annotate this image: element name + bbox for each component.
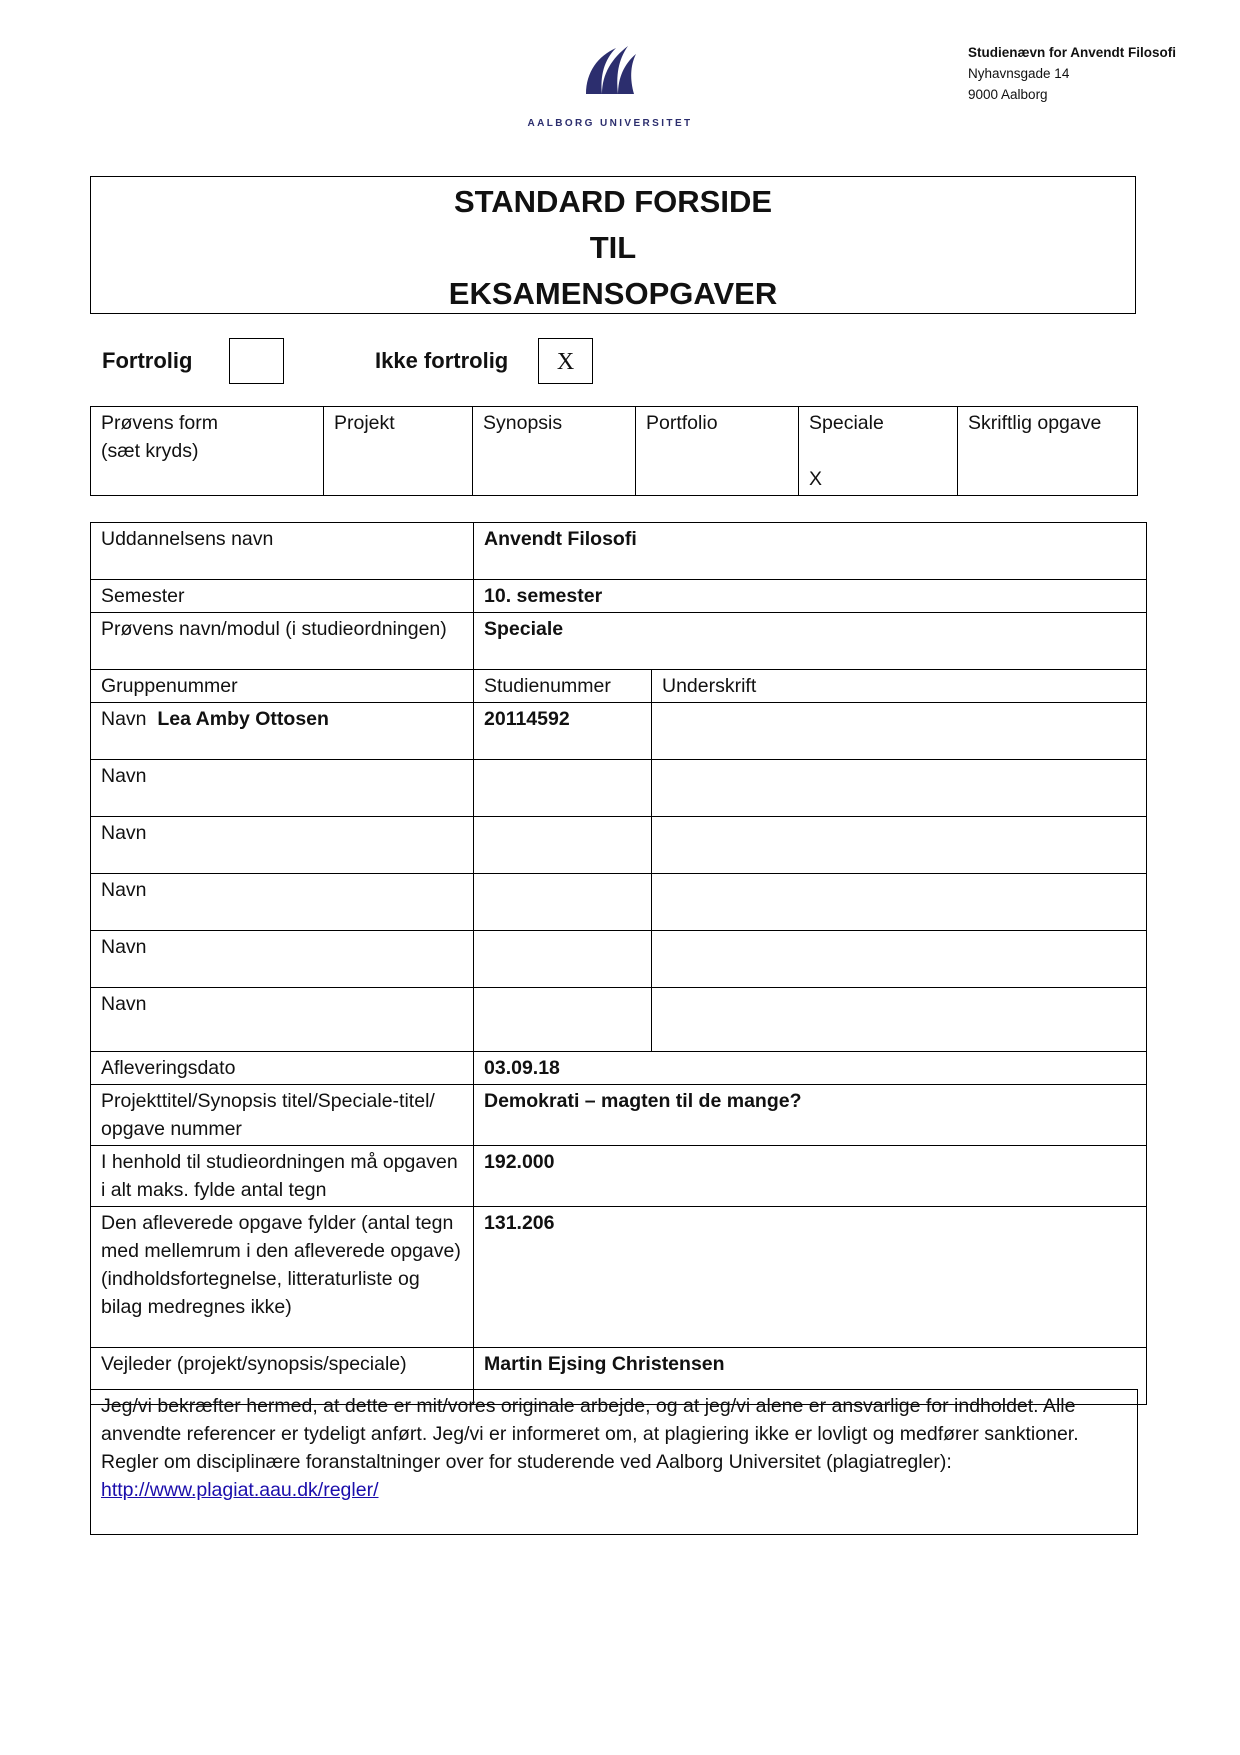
proeve-value[interactable]: Speciale — [474, 613, 1147, 670]
studienummer-value[interactable] — [474, 988, 652, 1052]
exam-form-table — [90, 406, 1138, 496]
option-portfolio[interactable] — [636, 407, 799, 496]
title-line-1: STANDARD FORSIDE — [453, 184, 773, 219]
underskrift-value[interactable] — [652, 817, 1147, 874]
option-speciale[interactable] — [799, 407, 958, 496]
maks-tegn-value[interactable]: 192.000 — [474, 1146, 1147, 1207]
aalborg-wave-logo-icon — [580, 42, 640, 98]
navn-cell[interactable] — [91, 817, 474, 874]
underskrift-value[interactable] — [652, 931, 1147, 988]
student-row — [91, 760, 1147, 817]
semester-label: Semester — [91, 580, 474, 613]
option-skriftlig-opgave[interactable] — [958, 407, 1138, 496]
underskrift-value[interactable] — [652, 988, 1147, 1052]
student-name: Lea Amby Ottosen — [157, 708, 329, 730]
option-label: Portfolio — [646, 412, 718, 434]
maks-tegn-label: I henhold til studieordningen må opgaven i alt maks. fylde antal tegn — [91, 1146, 474, 1207]
student-row — [91, 817, 1147, 874]
option-label: Skriftlig opgave — [968, 412, 1102, 434]
navn-label: Navn — [101, 993, 147, 1015]
address-line-2: Nyhavnsgade 14 — [968, 66, 1070, 81]
details-table — [90, 522, 1147, 1405]
title-box — [90, 176, 1136, 314]
uddannelse-label: Uddannelsens navn — [91, 523, 474, 580]
navn-label: Navn — [101, 765, 147, 787]
navn-cell[interactable] — [91, 874, 474, 931]
title-line-2: TIL — [589, 230, 637, 265]
option-label: Projekt — [334, 412, 395, 434]
student-row — [91, 703, 1147, 760]
exam-form-label: Prøvens form — [101, 412, 219, 434]
navn-cell[interactable] — [91, 931, 474, 988]
gruppenummer-label: Gruppenummer — [91, 670, 474, 703]
statement-text: Jeg/vi bekræfter hermed, at dette er mit/vores originale arbejde, og at jeg/vi alene er ansvarlige for indholdet. Alle anvendte referencer er tydeligt anført. Jeg/vi er informeret om, at plagiering ikke er lovligt og medfører sanktioner. Regler om disciplinære foranstaltninger over for studerende ved Aalborg Universitet (plagiatregler): — [101, 1395, 1079, 1473]
vejleder-label: Vejleder (projekt/synopsis/speciale) — [91, 1348, 474, 1405]
titel-label: Projekttitel/Synopsis titel/Speciale-titel/ opgave nummer — [91, 1085, 474, 1146]
studienummer-value[interactable] — [474, 760, 652, 817]
underskrift-value[interactable] — [652, 760, 1147, 817]
fortrolig-label: Fortrolig — [102, 348, 193, 373]
titel-value[interactable]: Demokrati – magten til de mange? — [474, 1085, 1147, 1146]
navn-label: Navn — [101, 708, 147, 730]
antal-tegn-label: Den afleverede opgave fylder (antal tegn med mellemrum i den afleverede opgave) (indholdsfortegnelse, litteraturliste og bilag medregnes ikke) — [91, 1207, 474, 1348]
uddannelse-value[interactable]: Anvendt Filosofi — [474, 523, 1147, 580]
option-label: Synopsis — [483, 412, 563, 434]
address-line-3: 9000 Aalborg — [968, 87, 1048, 102]
proeve-label: Prøvens navn/modul (i studieordningen) — [91, 613, 474, 670]
ikke-fortrolig-checkbox[interactable]: X — [538, 338, 593, 384]
plagiarism-statement — [90, 1389, 1138, 1535]
university-name: AALBORG UNIVERSITET — [527, 118, 693, 129]
studienummer-value[interactable] — [474, 931, 652, 988]
navn-label: Navn — [101, 879, 147, 901]
option-synopsis[interactable] — [473, 407, 636, 496]
navn-cell[interactable] — [91, 760, 474, 817]
student-row — [91, 931, 1147, 988]
address-line-1: Studienævn for Anvendt Filosofi — [968, 45, 1176, 60]
afleveringsdato-label: Afleveringsdato — [91, 1052, 474, 1085]
option-label: Speciale — [809, 412, 884, 434]
fortrolig-checkbox[interactable] — [229, 338, 284, 384]
vejleder-value[interactable]: Martin Ejsing Christensen — [474, 1348, 1147, 1405]
navn-cell[interactable] — [91, 703, 474, 760]
student-row — [91, 874, 1147, 931]
ikke-fortrolig-label: Ikke fortrolig — [375, 348, 509, 373]
address-block — [968, 42, 1176, 105]
navn-label: Navn — [101, 822, 147, 844]
title-line-3: EKSAMENSOPGAVER — [448, 276, 778, 311]
plagiat-rules-link[interactable]: http://www.plagiat.aau.dk/regler/ — [101, 1479, 379, 1501]
afleveringsdato-value[interactable]: 03.09.18 — [474, 1052, 1147, 1085]
underskrift-value[interactable] — [652, 703, 1147, 760]
option-projekt[interactable] — [324, 407, 473, 496]
semester-value[interactable]: 10. semester — [474, 580, 1147, 613]
student-row — [91, 988, 1147, 1052]
underskrift-header: Underskrift — [652, 670, 1147, 703]
exam-form-label-cell — [91, 407, 324, 496]
studienummer-value[interactable] — [474, 874, 652, 931]
navn-cell[interactable] — [91, 988, 474, 1052]
option-mark: X — [809, 468, 823, 490]
studienummer-header: Studienummer — [474, 670, 652, 703]
studienummer-value[interactable] — [474, 817, 652, 874]
exam-form-hint: (sæt kryds) — [101, 440, 199, 462]
antal-tegn-value[interactable]: 131.206 — [474, 1207, 1147, 1348]
navn-label: Navn — [101, 936, 147, 958]
underskrift-value[interactable] — [652, 874, 1147, 931]
studienummer-value[interactable]: 20114592 — [474, 703, 652, 760]
